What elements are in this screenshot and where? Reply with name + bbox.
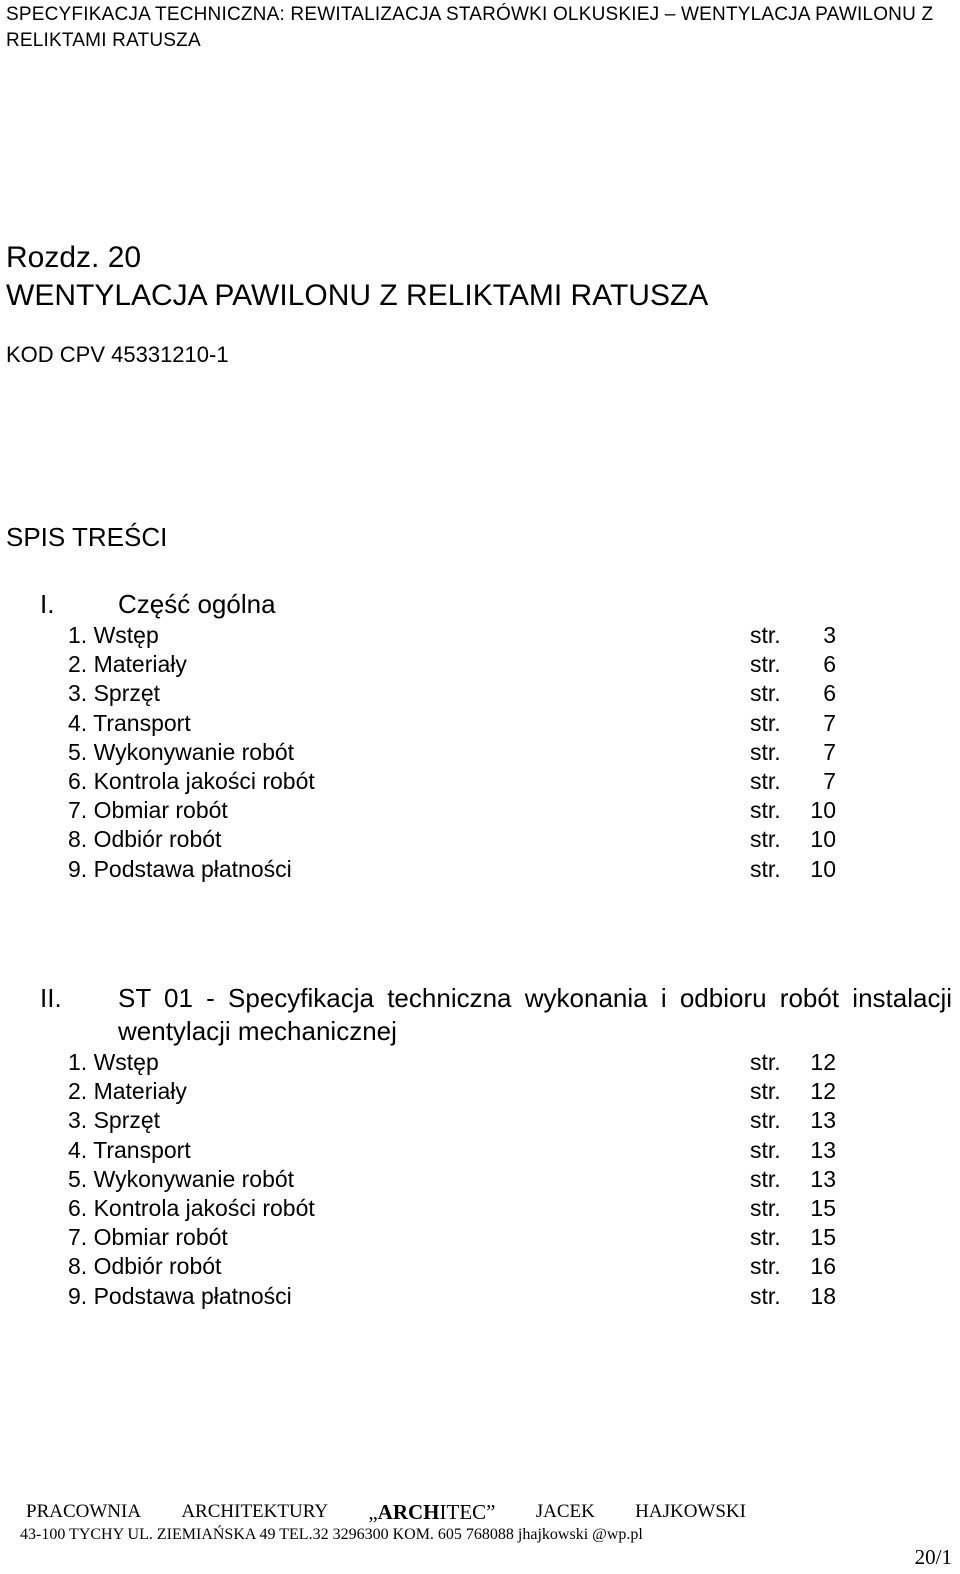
toc-page-number: 10 <box>810 826 836 853</box>
toc-list-ventilation <box>40 1048 952 1311</box>
toc-item <box>40 1048 952 1077</box>
toc-page-prefix: str. <box>750 826 781 853</box>
toc-item <box>40 650 952 679</box>
chapter-title: WENTYLACJA PAWILONU Z RELIKTAMI RATUSZA <box>6 279 709 312</box>
toc-section-general <box>40 588 952 884</box>
toc-page-number: 10 <box>810 855 836 882</box>
toc-page-prefix: str. <box>750 855 781 882</box>
toc-page-prefix: str. <box>750 709 781 736</box>
toc-item <box>40 1165 952 1194</box>
toc-page-prefix: str. <box>750 1282 781 1309</box>
toc-page-number: 12 <box>810 1049 836 1075</box>
section-heading-text: Część ogólna <box>118 589 276 619</box>
toc-item <box>40 1077 952 1106</box>
section-heading <box>40 588 952 621</box>
toc-page-number: 13 <box>810 1165 836 1192</box>
toc-page-number: 12 <box>810 1078 836 1105</box>
footer-brand <box>368 1500 495 1524</box>
toc-item-label: 4. Transport <box>68 709 191 736</box>
chapter-number: Rozdz. 20 <box>6 241 142 274</box>
toc-page-prefix: str. <box>750 1049 781 1075</box>
toc-page-number: 7 <box>823 738 836 765</box>
toc-page-prefix: str. <box>750 1165 781 1192</box>
toc-section-ventilation <box>40 982 952 1311</box>
toc-page-prefix: str. <box>750 1253 781 1280</box>
brand-open-quote: „ <box>368 1500 378 1524</box>
toc-item <box>40 738 952 767</box>
toc-item <box>40 767 952 796</box>
footer-word: ARCHITEKTURY <box>181 1501 329 1522</box>
toc-item <box>40 709 952 738</box>
toc-page-prefix: str. <box>750 767 781 794</box>
toc-page-prefix: str. <box>750 738 781 765</box>
toc-item-label: 2. Materiały <box>68 1078 187 1105</box>
toc-item <box>40 1223 952 1252</box>
toc-page-number: 10 <box>810 797 836 824</box>
toc-item <box>40 1252 952 1281</box>
toc-page-prefix: str. <box>750 651 781 678</box>
toc-page-prefix: str. <box>750 1136 781 1163</box>
page-marker: 20/1 <box>914 1545 952 1569</box>
toc-page-number: 13 <box>810 1107 836 1134</box>
toc-page-prefix: str. <box>750 1107 781 1134</box>
toc-item-label: 8. Odbiór robót <box>68 1253 222 1280</box>
toc-item-label: 8. Odbiór robót <box>68 826 222 853</box>
toc-item-label: 7. Obmiar robót <box>68 797 228 824</box>
toc-item <box>40 1106 952 1135</box>
toc-item-label: 1. Wstęp <box>68 1049 159 1075</box>
toc-item <box>40 855 952 884</box>
toc-item-label: 5. Wykonywanie robót <box>68 738 295 765</box>
toc-page-number: 13 <box>810 1136 836 1163</box>
toc-page-number: 7 <box>823 709 836 736</box>
toc-item <box>40 621 952 650</box>
footer-word: JACEK <box>535 1501 595 1522</box>
footer-company-line <box>26 1500 746 1524</box>
brand-bold-part: ARCH <box>377 1500 440 1524</box>
toc-page-prefix: str. <box>750 680 781 707</box>
toc-item-label: 9. Podstawa płatności <box>68 855 292 882</box>
toc-page-prefix: str. <box>750 797 781 824</box>
footer-address: 43-100 TYCHY UL. ZIEMIAŃSKA 49 TEL.32 3296300 KOM. 605 768088 jhajkowski @wp.pl <box>20 1526 643 1543</box>
toc-item-label: 3. Sprzęt <box>68 680 161 707</box>
section-heading <box>40 982 952 1048</box>
toc-page-number: 6 <box>823 651 836 678</box>
brand-rest-part: ITEC <box>439 1500 487 1524</box>
toc-page-number: 16 <box>810 1253 836 1280</box>
toc-page-prefix: str. <box>750 1224 781 1251</box>
toc-page-number: 6 <box>823 680 836 707</box>
toc-page-number: 7 <box>823 767 836 794</box>
toc-page-prefix: str. <box>750 622 781 648</box>
toc-item-label: 5. Wykonywanie robót <box>68 1165 295 1192</box>
toc-page-number: 15 <box>810 1194 836 1221</box>
toc-page-number: 18 <box>810 1282 836 1309</box>
toc-item-label: 6. Kontrola jakości robót <box>68 1194 315 1221</box>
toc-list-general <box>40 621 952 884</box>
toc-page-number: 3 <box>823 622 836 648</box>
section-heading-text: ST 01 - Specyfikacja techniczna wykonania i odbioru robót instalacji wentylacji mechanicznej <box>118 983 952 1046</box>
toc-item-label: 3. Sprzęt <box>68 1107 161 1134</box>
toc-page-prefix: str. <box>750 1194 781 1221</box>
toc-item-label: 9. Podstawa płatności <box>68 1282 292 1309</box>
toc-item <box>40 1136 952 1165</box>
toc-item-label: 7. Obmiar robót <box>68 1224 228 1251</box>
toc-item-label: 2. Materiały <box>68 651 187 678</box>
table-of-contents-title: SPIS TREŚCI <box>6 522 168 552</box>
toc-page-prefix: str. <box>750 1078 781 1105</box>
toc-item <box>40 796 952 825</box>
section-roman-numeral: I. <box>40 589 55 619</box>
document-header: SPECYFIKACJA TECHNICZNA: REWITALIZACJA STARÓWKI OLKUSKIEJ – WENTYLACJA PAWILONU Z RELIKTAMI RATUSZA <box>6 4 934 51</box>
toc-item <box>40 679 952 708</box>
toc-item <box>40 825 952 854</box>
footer-word: HAJKOWSKI <box>635 1501 746 1522</box>
toc-item <box>40 1282 952 1311</box>
footer-word: PRACOWNIA <box>26 1501 142 1522</box>
toc-page-number: 15 <box>810 1224 836 1251</box>
cpv-code: KOD CPV 45331210-1 <box>6 342 229 367</box>
toc-item-label: 6. Kontrola jakości robót <box>68 767 315 794</box>
section-roman-numeral: II. <box>40 983 62 1013</box>
toc-item-label: 1. Wstęp <box>68 622 159 648</box>
brand-close-quote: ” <box>486 1500 496 1524</box>
toc-item-label: 4. Transport <box>68 1136 191 1163</box>
toc-item <box>40 1194 952 1223</box>
